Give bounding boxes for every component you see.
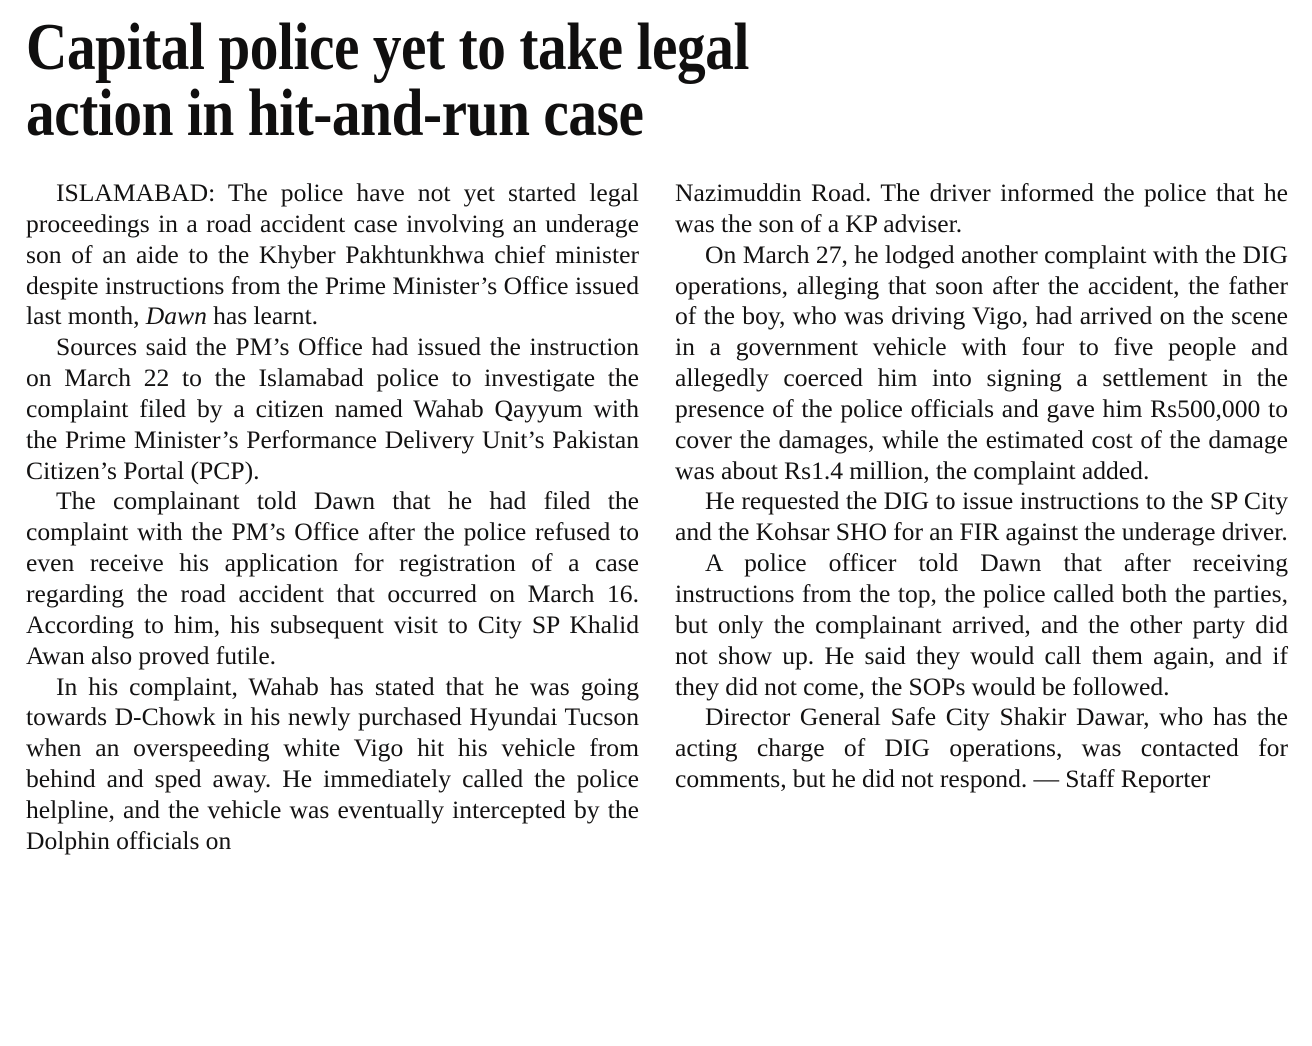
paragraph-6: He requested the DIG to issue instructions to the SP City and the Kohsar SHO for an FIR against the underage driver. <box>675 486 1288 547</box>
paragraph-1 <box>26 178 639 332</box>
paragraph-3: The complainant told Dawn that he had filed the complaint with the PM’s Office after the police refused to even receive his application for registration of a case regarding the road accident that occurred on March 16. According to him, his subsequent visit to City SP Khalid Awan also proved futile. <box>26 486 639 670</box>
article-body <box>26 178 1288 1028</box>
paragraph-4: In his complaint, Wahab has stated that he was going towards D-Chowk in his newly purchased Hyundai Tucson when an overspeeding white Vigo hit his vehicle from behind and sped away. He immediately called the police helpline, and the vehicle was eventually intercepted by the Dolphin officials on <box>26 671 639 855</box>
paragraph-1-tail: has learnt. <box>206 301 319 331</box>
article-headline <box>26 10 984 151</box>
paragraph-7: A police officer told Dawn that after receiving instructions from the top, the police called both the parties, but only the complainant arrived, and the other party did not show up. He said they would call them again, and if they did not come, the SOPs would be followed. <box>675 548 1288 701</box>
paragraph-5: On March 27, he lodged another complaint with the DIG operations, alleging that soon after the accident, the father of the boy, who was driving Vigo, had arrived on the scene in a government vehicle with four to five people and allegedly coerced him into signing a settlement in the presence of the police officials and gave him Rs500,000 to cover the damages, while the estimated cost of the damage was about Rs1.4 million, the complaint added. <box>675 239 1288 485</box>
dawn-italic-mention: Dawn <box>145 301 207 331</box>
paragraph-1-text: ISLAMABAD: The police have not yet started legal proceedings in a road accident case involving an underage son of an aide to the Khyber Pakhtunkhwa chief minister despite instructions from the Prime Minister’s Office issued last month, <box>26 178 639 331</box>
body-column-right <box>675 178 1288 795</box>
paragraph-4-continuation: Nazimuddin Road. The driver informed the police that he was the son of a KP adviser. <box>675 178 1288 238</box>
paragraph-8-with-byline: Director General Safe City Shakir Dawar, who has the acting charge of DIG operations, was contacted for comments, but he did not respond. — Staff Reporter <box>675 702 1288 794</box>
headline-line-2: action in hit-and-run case <box>26 76 644 151</box>
body-column-left <box>26 178 639 857</box>
paragraph-2: Sources said the PM’s Office had issued the instruction on March 22 to the Islamabad police to investigate the complaint filed by a citizen named Wahab Qayyum with the Prime Minister’s Performance Delivery Unit’s Pakistan Citizen’s Portal (PCP). <box>26 332 639 485</box>
headline-line-1: Capital police yet to take legal <box>26 10 749 84</box>
